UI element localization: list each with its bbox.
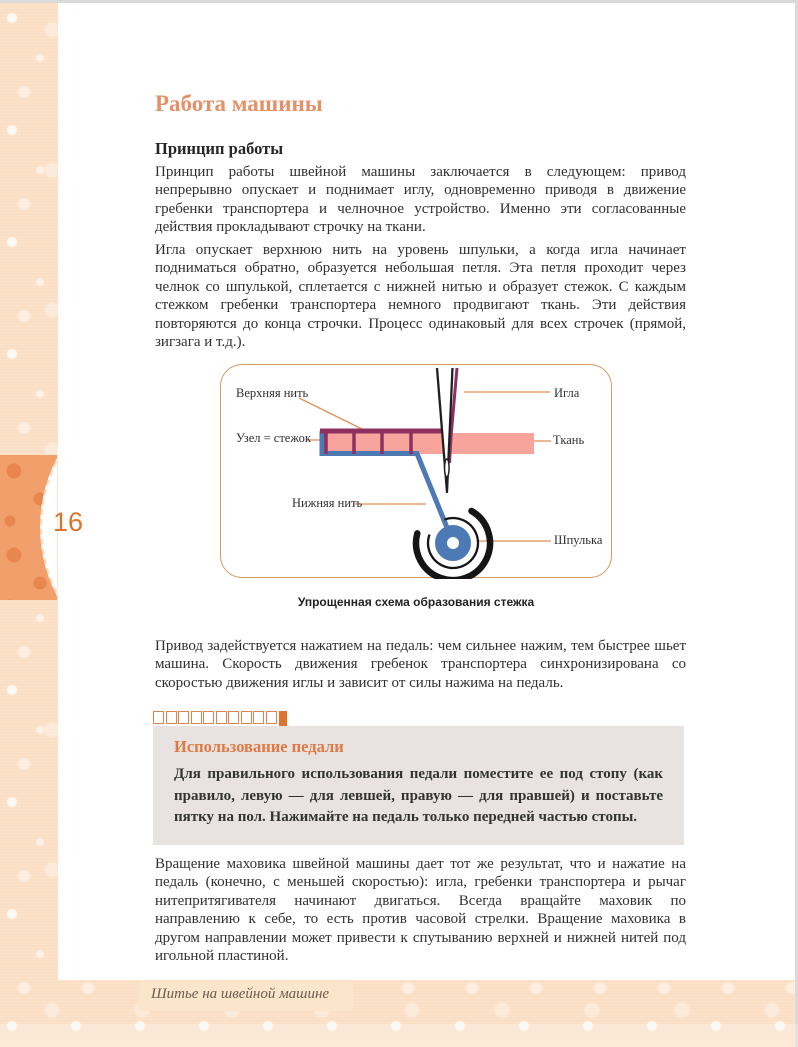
stitch-formation-diagram (220, 364, 612, 578)
label-upper-thread: Верхняя нить (236, 386, 309, 400)
label-lower-thread: Нижняя нить (292, 496, 363, 510)
paragraph-pedal: Привод задействуется нажатием на педаль: чем сильнее нажим, тем быстрее шьет машина. Скорость движения гребенок транспортера синхронизирована со скоростью движения иглы и зависит от силы нажима на педаль. (155, 638, 686, 691)
diagram-caption: Упрощенная схема образования стежка (297, 595, 535, 609)
label-bobbin: Шпулька (554, 533, 603, 547)
stitch-decoration (153, 711, 287, 727)
footer-band-highlight (0, 1024, 798, 1047)
needle-eye (445, 459, 450, 477)
stitch-mark-icon (228, 711, 239, 724)
bobbin-shape (416, 511, 490, 579)
info-box-title: Использование педали (174, 737, 344, 756)
label-needle: Игла (554, 386, 580, 400)
paragraph-handwheel: Вращение маховика швейной машины дает тот же результат, что и нажатие на педаль (конечно, с меньшей скоростью): игла, гребенки транспортера и рычаг нитепритягивателя начинают двигаться. Всегда вращайте маховик по направлению к себе, то есть против часовой стрелки. Вращение маховика в другом направлении может привести к спутыванию верхней и нижней нитей под игольной пластиной. (155, 856, 686, 965)
stitch-mark-icon (191, 711, 202, 724)
leader-lines (299, 392, 551, 541)
stitch-mark-icon (266, 711, 277, 724)
page-sheet (58, 3, 795, 980)
paragraph-principle-1: Принцип работы швейной машины заключается в следующем: привод непрерывно опускает и поднимает иглу, одновременно приводя в движение гребенки транспортера и челночное устройство. Именно эти согласованные действия прокладывают строчку на ткани. (155, 164, 686, 236)
page-number: 16 (53, 507, 84, 537)
stitch-mark-icon (166, 711, 177, 724)
footer-running-title: Шитье на швейной машине (151, 986, 330, 1002)
stitch-mark-icon (153, 711, 164, 724)
chapter-tab (0, 455, 57, 600)
section-heading: Принцип работы (155, 139, 284, 158)
page-title: Работа машины (155, 91, 323, 116)
stitch-mark-icon (253, 711, 264, 724)
stitch-end-icon (279, 711, 287, 727)
info-box-body: Для правильного использования педали поместите ее под стопу (как правило, левую — для левшей, правую — для правшей) и поставьте пятку на пол. Нажимайте на педаль только передней частью стопы. (174, 766, 663, 825)
stitch-mark-icon (241, 711, 252, 724)
stitch-mark-icon (203, 711, 214, 724)
pedal-usage-info-box (153, 726, 684, 845)
stitch-mark-icon (178, 711, 189, 724)
label-fabric: Ткань (553, 433, 585, 447)
stitch-mark-icon (216, 711, 227, 724)
paragraph-principle-2: Игла опускает верхнюю нить на уровень шпульки, а когда игла начинает подниматься обратно, образуется небольшая петля. Эта петля проходит через челнок со шпулькой, сплетается с нижней нитью и образует стежок. С каждым стежком гребенки транспортера немного продвигают ткань. Эти действия повторяются до конца строчки. Процесс одинаковый для всех строчек (прямой, зигзага и т.д.). (155, 242, 686, 351)
label-knot-stitch: Узел = стежок (236, 431, 311, 445)
